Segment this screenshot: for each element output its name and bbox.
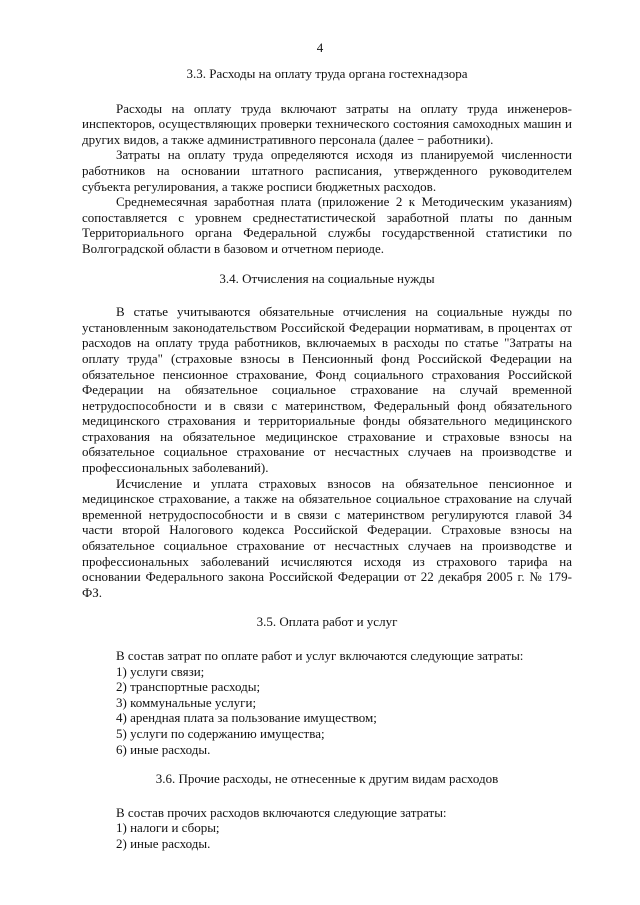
paragraph-3-3-3: Среднемесячная заработная плата (приложение 2 к Методическим указаниям) сопоставляется с уровнем среднестатистической заработной платы по данным Территориального органа Федеральной службы государственной статистики по Волгоградской области в базовом и отчетном периоде. — [82, 194, 572, 256]
section-heading-3-5: 3.5. Оплата работ и услуг — [256, 614, 398, 630]
paragraph-3-4-2: Исчисление и уплата страховых взносов на обязательное пенсионное и медицинское страхование, а также на обязательное социальное страхование на случай временной нетрудоспособности и в связи с материнством регулируются главой 34 части второй Налогового кодекса Российской Федерации. Страховые взносы на обязательное социальное страхование от несчастных случаев на производстве и профессиональных заболеваний исчисляются исходя из страхового тарифа на основании Федерального закона Российской Федерации от 22 декабря 2005 г. № 179-ФЗ. — [82, 475, 572, 600]
paragraph-3-4-1: В статье учитываются обязательные отчисления на социальные нужды по установленным законодательством Российской Федерации нормативам, в процентах от расходов на оплату труда работников, включаемых в расходы по статье "Затраты на оплату труда" (страховые взносы в Пенсионный фонд Российской Федерации на обязательное пенсионное страхование, Фонд социального страхования Российской Федерации на обязательное социальное страхование на случай временной нетрудоспособности и в связи с материнством, Федеральный фонд обязательного медицинского страхования и территориальные фонды обязательного медицинского страхования на обязательное медицинское страхование и страховые взносы на обязательное социальное страхование от несчастных случаев на производстве и профессиональных заболеваний). — [82, 304, 572, 476]
section-heading-3-4: 3.4. Отчисления на социальные нужды — [219, 270, 435, 286]
list-intro-3-6: В состав прочих расходов включаются следующие затраты: — [116, 804, 447, 820]
list-item: 2) транспортные расходы; — [116, 679, 261, 695]
list-item: 5) услуги по содержанию имущества; — [116, 725, 325, 741]
list-item: 1) услуги связи; — [116, 663, 205, 679]
list-item: 3) коммунальные услуги; — [116, 694, 257, 710]
list-intro-3-5: В состав затрат по оплате работ и услуг включаются следующие затраты: — [116, 648, 524, 663]
page-number: 4 — [316, 40, 324, 55]
expense-list-3-5 — [82, 664, 572, 758]
list-item: 2) иные расходы. — [116, 835, 211, 851]
expense-list-3-6 — [82, 820, 572, 851]
list-item: 6) иные расходы. — [116, 741, 211, 757]
document-body — [82, 60, 572, 852]
list-item: 1) налоги и сборы; — [116, 820, 220, 836]
paragraph-3-3-2: Затраты на оплату труда определяются исходя из планируемой численности работников на основании штатного расписания, утвержденного руководителем субъекта регулирования, а также росписи бюджетных расходов. — [82, 147, 572, 194]
section-heading-3-6: 3.6. Прочие расходы, не отнесенные к другим видам расходов — [155, 771, 499, 787]
list-item: 4) арендная плата за пользование имуществом; — [116, 710, 377, 726]
section-heading-3-3: 3.3. Расходы на оплату труда органа гостехнадзора — [186, 66, 468, 81]
paragraph-3-3-1: Расходы на оплату труда включают затраты на оплату труда инженеров-инспекторов, осуществляющих проверки технического состояния самоходных машин и других видов, а также административного персонала (далее − работники). — [82, 100, 572, 147]
